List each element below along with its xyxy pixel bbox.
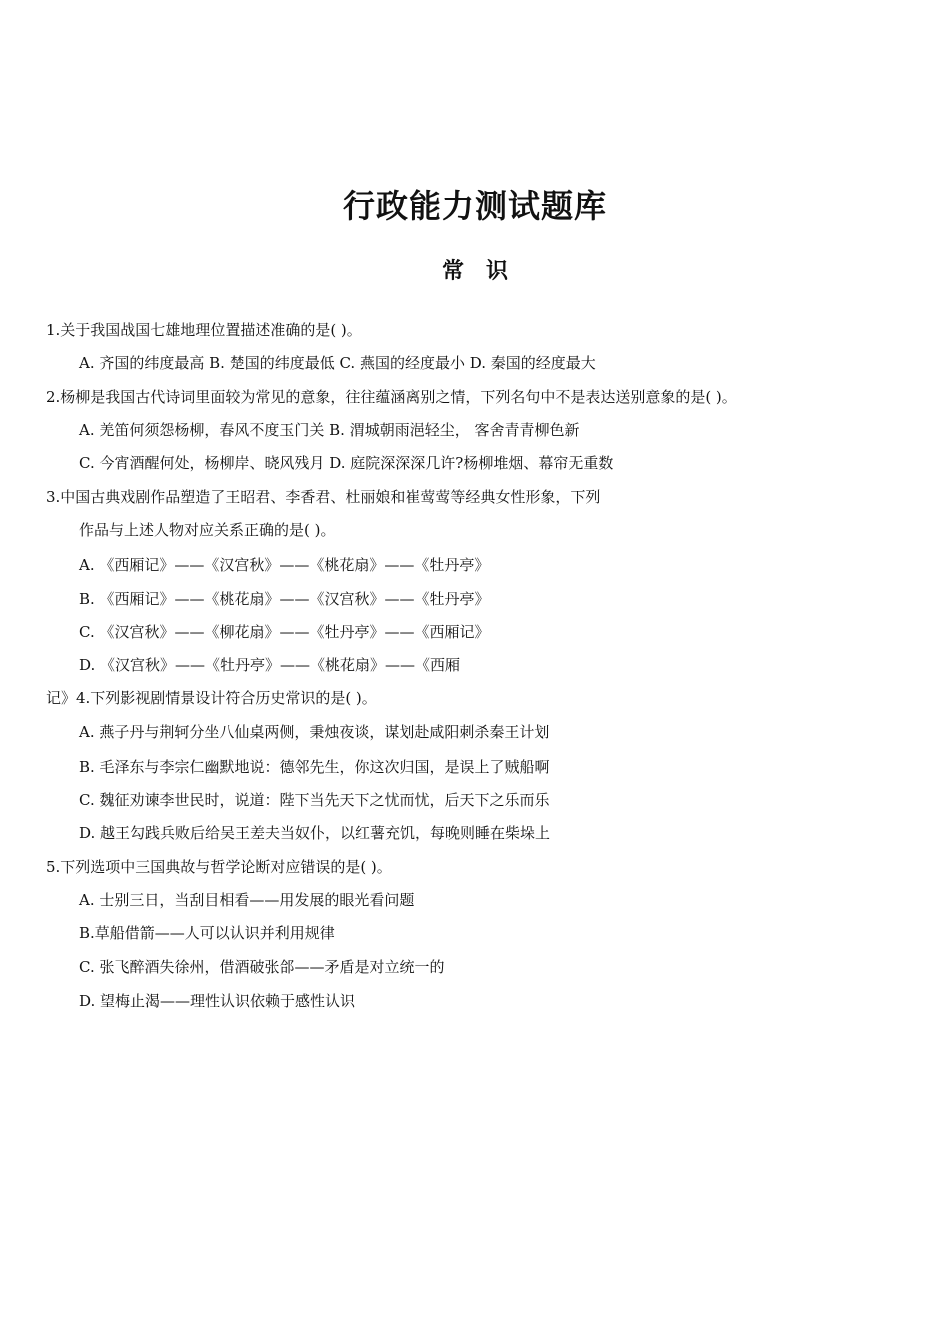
question-4-option-b: B. 毛泽东与李宗仁幽默地说：德邻先生，你这次归国，是误上了贼船啊 [79,758,550,776]
question-5-option-a: A. 士别三日，当刮目相看——用发展的眼光看问题 [79,891,415,909]
question-1-options: A. 齐国的纬度最高 B. 楚国的纬度最低 C. 燕国的经度最小 D. 秦国的经度最大 [79,354,596,372]
section-title: 常识 [441,259,530,284]
question-3-option-c: C. 《汉宫秋》——《柳花扇》——《牡丹亭》——《西厢记》 [79,623,490,641]
question-3-option-b: B. 《西厢记》——《桃花扇》——《汉宫秋》——《牡丹亭》 [79,590,490,608]
document-title: 行政能力测试题库 [342,187,607,225]
question-4-option-a: A. 燕子丹与荆轲分坐八仙桌两侧，秉烛夜谈，谋划赴咸阳刺杀秦王计划 [79,723,550,741]
question-4-option-d: D. 越王勾践兵败后给吴王差夫当奴仆，以红薯充饥，每晚则睡在柴垛上 [79,824,551,842]
question-4: 记》4.下列影视剧情景设计符合历史常识的是( )。 [46,689,377,707]
question-3: 3.中国古典戏剧作品塑造了王昭君、李香君、杜丽娘和崔莺莺等经典女性形象，下列 [46,488,601,506]
question-4-option-c: C. 魏征劝谏李世民时，说道：陛下当先天下之忧而忧，后天下之乐而乐 [79,791,550,809]
question-2: 2.杨柳是我国古代诗词里面较为常见的意象，往往蕴涵离别之情，下列名句中不是表达送别意象的是( )。 [46,388,737,406]
question-5-option-b: B.草船借箭——人可以认识并利用规律 [79,924,335,942]
question-5: 5.下列选项中三国典故与哲学论断对应错误的是( )。 [46,858,392,876]
question-3-option-a: A. 《西厢记》——《汉宫秋》——《桃花扇》——《牡丹亭》 [79,556,490,574]
question-5-option-d: D. 望梅止渴——理性认识依赖于感性认识 [79,992,356,1010]
question-2-options-ab: A. 羌笛何须怨杨柳，春风不度玉门关 B. 渭城朝雨浥轻尘， 客舍青青柳色新 [79,421,580,439]
question-1: 1.关于我国战国七雄地理位置描述准确的是( )。 [46,321,362,339]
question-3-option-d: D. 《汉宫秋》——《牡丹亭》——《桃花扇》——《西厢 [79,656,461,674]
question-3-continued: 作品与上述人物对应关系正确的是( )。 [79,521,336,539]
question-2-options-cd: C. 今宵酒醒何处，杨柳岸、晓风残月 D. 庭院深深深几许?杨柳堆烟、幕帘无重数 [79,454,614,472]
question-5-option-c: C. 张飞醉酒失徐州，借酒破张郃——矛盾是对立统一的 [79,958,445,976]
